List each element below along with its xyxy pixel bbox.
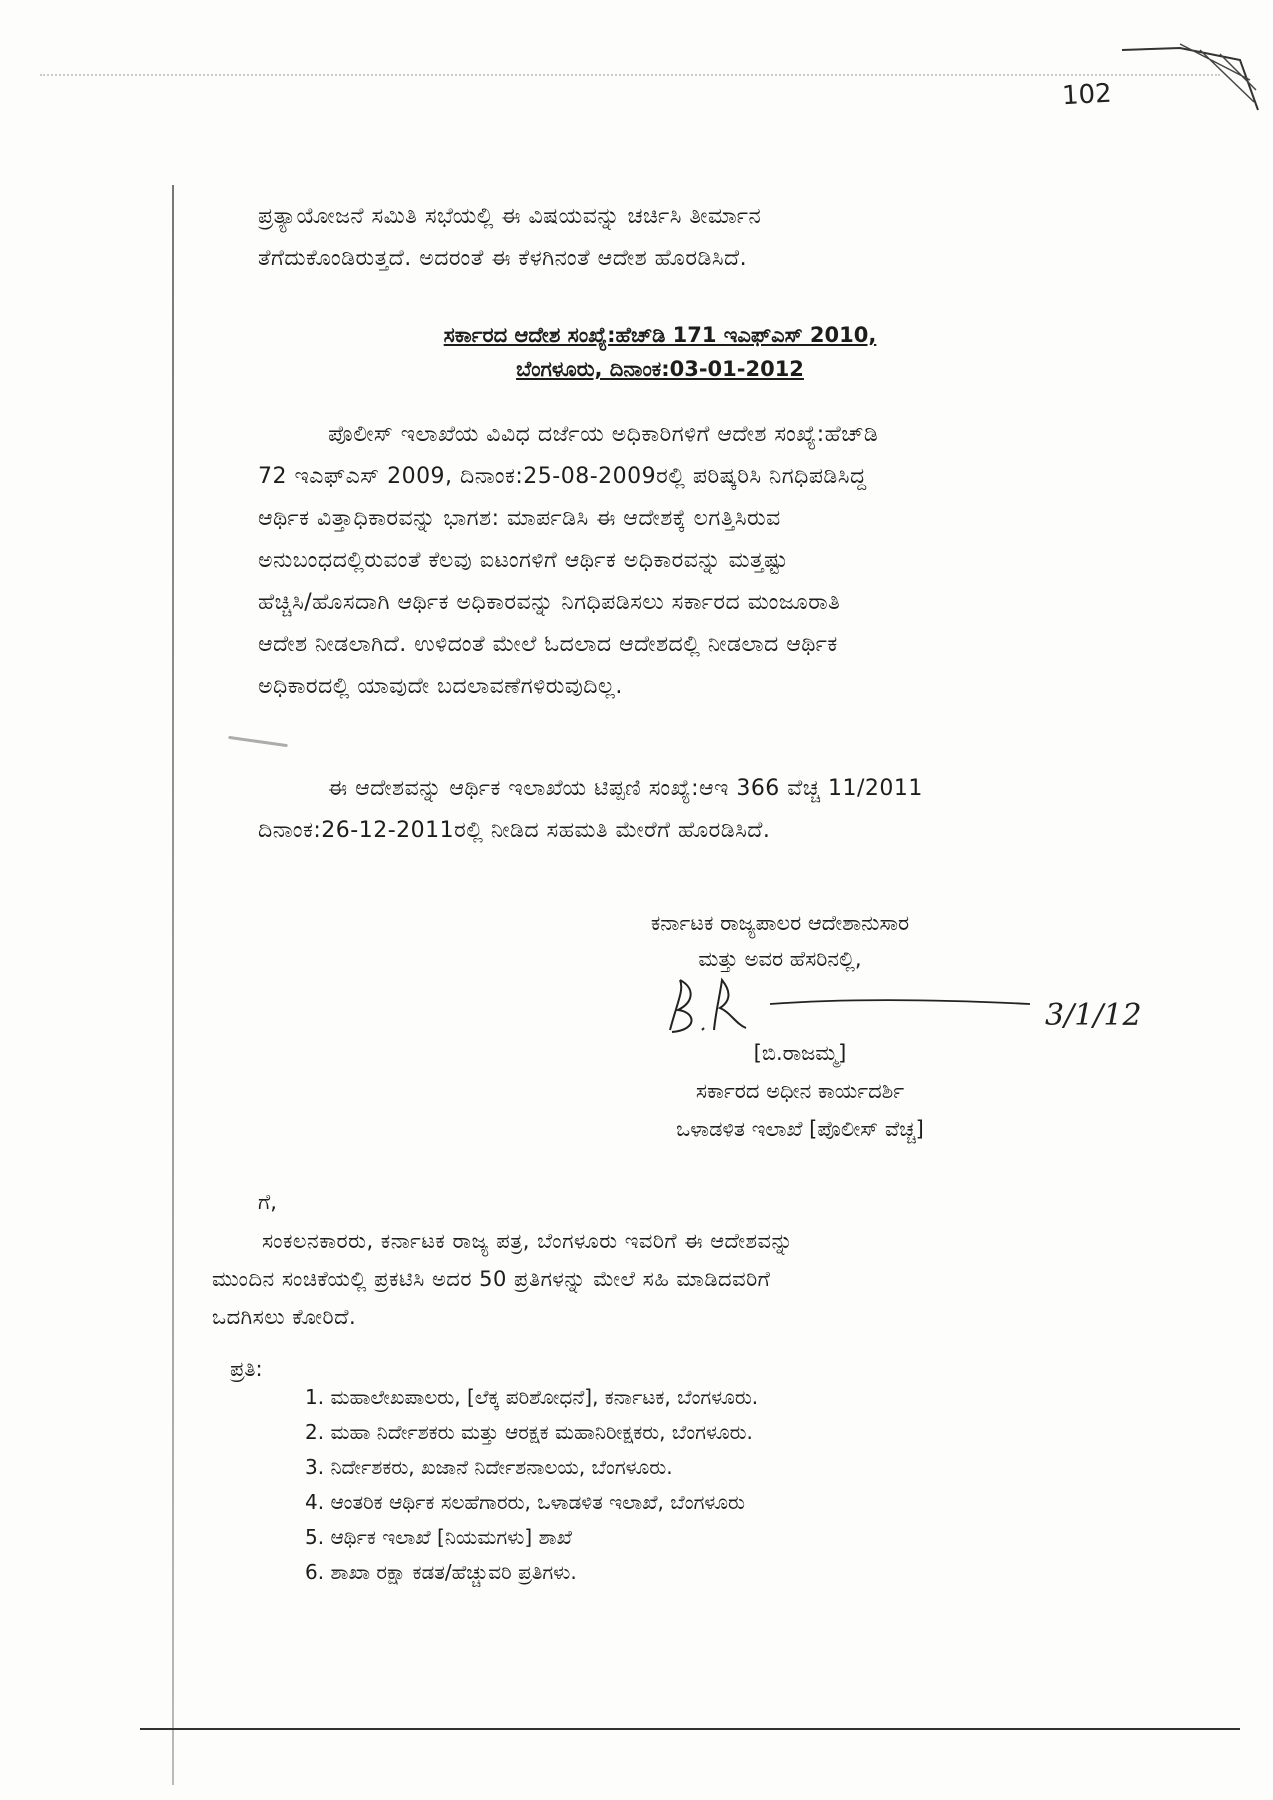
signatory-department: ಒಳಾಡಳಿತ ಇಲಾಖೆ [ಪೊಲೀಸ್ ವೆಚ್ಚ]: [676, 1117, 924, 1141]
to-line: ಒದಗಿಸಲು ಕೋರಿದೆ.: [212, 1305, 357, 1329]
concurrence-paragraph: [258, 768, 1066, 852]
order-body-paragraph: [258, 414, 1066, 708]
corner-mark-icon: [1120, 40, 1260, 130]
page-number: 102: [1061, 78, 1113, 112]
bottom-rule: [140, 1728, 1240, 1730]
body-line: ಅಧಿಕಾರದಲ್ಲಿ ಯಾವುದೇ ಬದಲಾವಣೆಗಳಿರುವುದಿಲ್ಲ.: [258, 674, 623, 699]
body-line: ಅನುಬಂಧದಲ್ಲಿರುವಂತೆ ಕೆಲವು ಐಟಂಗಳಿಗೆ ಆರ್ಥಿಕ ಅಧಿಕಾರವನ್ನು ಮತ್ತಷ್ಟು: [258, 548, 789, 573]
body-line: ಆರ್ಥಿಕ ವಿತ್ತಾಧಿಕಾರವನ್ನು ಭಾಗಶ: ಮಾರ್ಪಡಿಸಿ ಈ ಆದೇಶಕ್ಕೆ ಲಗತ್ತಿಸಿರುವ: [258, 506, 781, 531]
signatory-block: [600, 1034, 1000, 1148]
to-line: ಸಂಕಲನಕಾರರು, ಕರ್ನಾಟಕ ರಾಜ್ಯ ಪತ್ರ, ಬೆಂಗಳೂರು ಇವರಿಗೆ ಈ ಆದೇಶವನ್ನು: [262, 1229, 794, 1253]
order-heading: [300, 318, 1020, 386]
list-item: 2. ಮಹಾ ನಿರ್ದೇಶಕರು ಮತ್ತು ಆರಕ್ಷಕ ಮಹಾನಿರೀಕ್ಷಕರು, ಬೆಂಗಳೂರು.: [305, 1420, 753, 1444]
list-item: 1. ಮಹಾಲೇಖಪಾಲರು, [ಲೆಕ್ಕ ಪರಿಶೋಧನೆ], ಕರ್ನಾಟಕ, ಬೆಂಗಳೂರು.: [305, 1385, 759, 1409]
governor-signoff: [590, 905, 970, 977]
to-line: ಮುಂದಿನ ಸಂಚಿಕೆಯಲ್ಲಿ ಪ್ರಕಟಿಸಿ ಅದರ 50 ಪ್ರತಿಗಳನ್ನು ಮೇಲೆ ಸಹಿ ಮಾಡಿದವರಿಗೆ: [212, 1267, 771, 1291]
copy-label: ಪ್ರತಿ:: [230, 1357, 263, 1381]
concurrence-line: ಈ ಆದೇಶವನ್ನು ಆರ್ಥಿಕ ಇಲಾಖೆಯ ಟಿಪ್ಪಣಿ ಸಂಖ್ಯೆ:ಆಇ 366 ವೆಚ್ಚ 11/2011: [328, 776, 923, 801]
signoff-line: ಕರ್ನಾಟಕ ರಾಜ್ಯಪಾಲರ ಆದೇಶಾನುಸಾರ: [650, 911, 910, 935]
order-number: ಸರ್ಕಾರದ ಆದೇಶ ಸಂಖ್ಯೆ:ಹೆಚ್‌ಡಿ 171 ಇಎಫ್‌ಎಸ್ 2010,: [443, 323, 877, 347]
body-line: ಪೊಲೀಸ್ ಇಲಾಖೆಯ ವಿವಿಧ ದರ್ಜೆಯ ಅಧಿಕಾರಿಗಳಿಗೆ ಆದೇಶ ಸಂಖ್ಯೆ:ಹೆಚ್‌ಡಿ: [328, 422, 879, 447]
list-item: 4. ಆಂತರಿಕ ಆರ್ಥಿಕ ಸಲಹೆಗಾರರು, ಒಳಾಡಳಿತ ಇಲಾಖೆ, ಬೆಂಗಳೂರು: [305, 1490, 745, 1514]
body-line: ಆದೇಶ ನೀಡಲಾಗಿದೆ. ಉಳಿದಂತೆ ಮೇಲೆ ಓದಲಾದ ಆದೇಶದಲ್ಲಿ ನೀಡಲಾದ ಆರ್ಥಿಕ: [258, 632, 838, 657]
list-item: 6. ಶಾಖಾ ರಕ್ಷಾ ಕಡತ/ಹೆಚ್ಚುವರಿ ಪ್ರತಿಗಳು.: [305, 1560, 577, 1584]
list-item: 3. ನಿರ್ದೇಶಕರು, ಖಜಾನೆ ನಿರ್ದೇಶನಾಲಯ, ಬೆಂಗಳೂರು.: [305, 1455, 673, 1479]
signatory-name: [ಬಿ.ರಾಜಮ್ಮ]: [753, 1041, 847, 1065]
body-line: 72 ಇಎಫ್‌ಎಸ್ 2009, ದಿನಾಂಕ:25-08-2009ರಲ್ಲಿ ಪರಿಷ್ಕರಿಸಿ ನಿಗಧಿಪಡಿಸಿದ್ದ: [258, 464, 867, 489]
intro-paragraph: [258, 196, 1066, 280]
to-label: ಗೆ,: [258, 1190, 277, 1214]
intro-line: ತೆಗೆದುಕೊಂಡಿರುತ್ತದೆ. ಅದರಂತೆ ಈ ಕೆಳಗಿನಂತೆ ಆದೇಶ ಹೊರಡಿಸಿದೆ.: [258, 246, 748, 271]
signature-date: 3/1/12: [1045, 998, 1142, 1033]
scan-artifact-line: [40, 74, 1220, 77]
list-item: 5. ಆರ್ಥಿಕ ಇಲಾಖೆ [ನಿಯಮಗಳು] ಶಾಖೆ: [305, 1525, 572, 1549]
body-line: ಹೆಚ್ಚಿಸಿ/ಹೊಸದಾಗಿ ಆರ್ಥಿಕ ಅಧಿಕಾರವನ್ನು ನಿಗಧಿಪಡಿಸಲು ಸರ್ಕಾರದ ಮಂಜೂರಾತಿ: [258, 590, 841, 615]
to-paragraph: [212, 1222, 1080, 1336]
concurrence-line: ದಿನಾಂಕ:26-12-2011ರಲ್ಲಿ ನೀಡಿದ ಸಹಮತಿ ಮೇರೆಗೆ ಹೊರಡಿಸಿದೆ.: [258, 818, 771, 843]
order-place-date: ಬೆಂಗಳೂರು, ದಿನಾಂಕ:03-01-2012: [516, 357, 804, 381]
signoff-line: ಮತ್ತು ಅವರ ಹೆಸರಿನಲ್ಲಿ,: [698, 947, 862, 971]
intro-line: ಪ್ರತ್ಯಾಯೋಜನೆ ಸಮಿತಿ ಸಭೆಯಲ್ಲಿ ಈ ವಿಷಯವನ್ನು ಚರ್ಚಿಸಿ ತೀರ್ಮಾನ: [258, 204, 762, 229]
signatory-designation: ಸರ್ಕಾರದ ಅಧೀನ ಕಾರ್ಯದರ್ಶಿ: [695, 1079, 905, 1103]
ink-smudge: [228, 736, 288, 747]
left-margin-line: [172, 185, 174, 1785]
copy-list: [305, 1380, 758, 1590]
